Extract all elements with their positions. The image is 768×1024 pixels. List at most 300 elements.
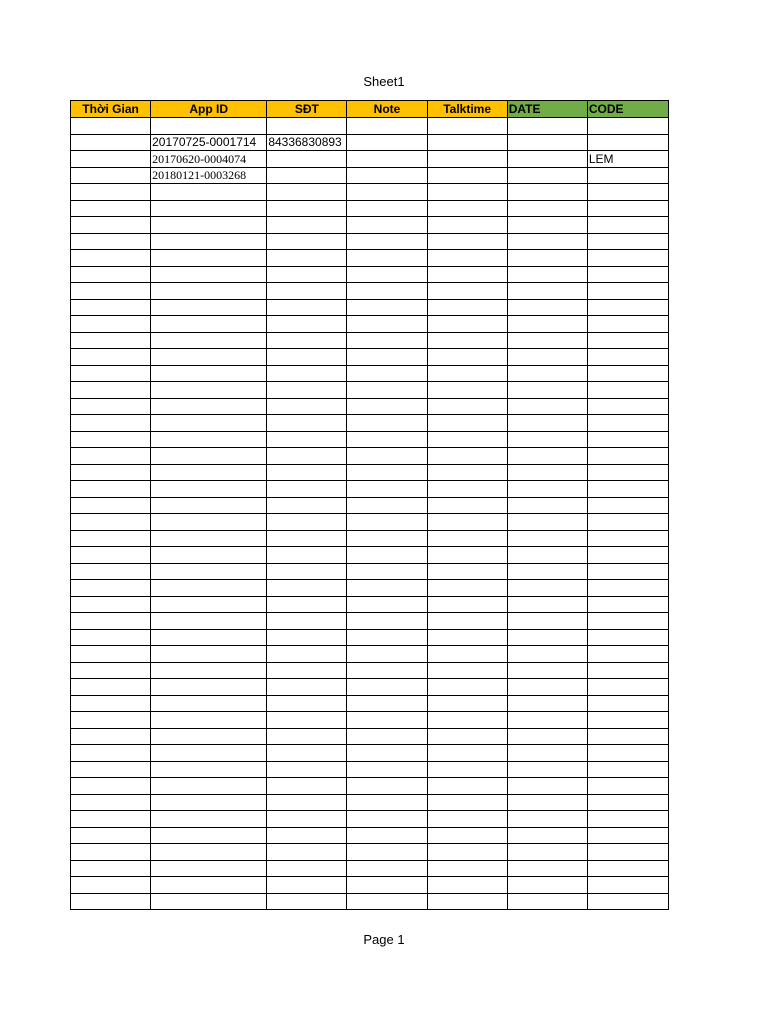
table-cell[interactable]: [267, 151, 347, 168]
table-cell[interactable]: [427, 646, 507, 663]
table-cell[interactable]: [71, 481, 151, 498]
table-cell[interactable]: [151, 118, 267, 135]
table-cell[interactable]: [507, 134, 587, 151]
column-header-talktime[interactable]: Talktime: [427, 101, 507, 118]
table-cell[interactable]: [587, 563, 668, 580]
table-cell[interactable]: [267, 464, 347, 481]
table-cell[interactable]: [507, 398, 587, 415]
table-cell[interactable]: [507, 118, 587, 135]
table-cell[interactable]: [71, 398, 151, 415]
table-cell[interactable]: [427, 431, 507, 448]
table-cell[interactable]: [347, 629, 427, 646]
table-cell[interactable]: [587, 497, 668, 514]
table-cell[interactable]: [347, 514, 427, 531]
table-cell[interactable]: [151, 794, 267, 811]
table-cell[interactable]: [71, 332, 151, 349]
table-cell[interactable]: [507, 365, 587, 382]
table-cell[interactable]: [267, 167, 347, 184]
table-cell[interactable]: [507, 563, 587, 580]
table-cell[interactable]: [507, 662, 587, 679]
table-cell[interactable]: [507, 332, 587, 349]
table-cell[interactable]: [427, 134, 507, 151]
table-cell[interactable]: [267, 349, 347, 366]
table-cell[interactable]: [347, 745, 427, 762]
table-cell[interactable]: [427, 497, 507, 514]
table-cell[interactable]: [267, 398, 347, 415]
table-cell[interactable]: [267, 415, 347, 432]
table-cell[interactable]: [427, 547, 507, 564]
table-cell[interactable]: [71, 464, 151, 481]
table-cell[interactable]: [587, 893, 668, 910]
table-cell[interactable]: [71, 184, 151, 201]
table-cell[interactable]: [151, 712, 267, 729]
table-cell[interactable]: [267, 877, 347, 894]
column-header-code[interactable]: CODE: [587, 101, 668, 118]
table-cell[interactable]: [151, 860, 267, 877]
column-header-thoi-gian[interactable]: Thời Gian: [71, 101, 151, 118]
table-cell[interactable]: [507, 481, 587, 498]
table-cell[interactable]: [507, 415, 587, 432]
table-cell[interactable]: [71, 844, 151, 861]
table-cell[interactable]: [427, 877, 507, 894]
table-cell[interactable]: [151, 745, 267, 762]
table-cell[interactable]: [507, 299, 587, 316]
table-cell[interactable]: [151, 580, 267, 597]
table-cell[interactable]: [587, 613, 668, 630]
table-cell[interactable]: [347, 382, 427, 399]
table-cell[interactable]: [71, 662, 151, 679]
table-cell[interactable]: [71, 514, 151, 531]
table-cell[interactable]: [507, 860, 587, 877]
table-cell[interactable]: [71, 679, 151, 696]
table-cell[interactable]: [427, 266, 507, 283]
table-cell[interactable]: [587, 580, 668, 597]
table-cell[interactable]: [507, 580, 587, 597]
column-header-sdt[interactable]: SĐT: [267, 101, 347, 118]
table-cell[interactable]: [507, 778, 587, 795]
table-cell[interactable]: [507, 233, 587, 250]
table-cell[interactable]: [151, 646, 267, 663]
table-cell[interactable]: [71, 778, 151, 795]
table-cell[interactable]: [71, 299, 151, 316]
table-cell[interactable]: [587, 695, 668, 712]
table-cell[interactable]: [347, 233, 427, 250]
table-cell[interactable]: [587, 778, 668, 795]
table-cell[interactable]: [347, 613, 427, 630]
table-cell[interactable]: [507, 200, 587, 217]
table-cell[interactable]: [151, 514, 267, 531]
table-cell[interactable]: [427, 217, 507, 234]
code-cell[interactable]: LEM: [587, 151, 668, 168]
table-cell[interactable]: [267, 266, 347, 283]
table-cell[interactable]: [71, 712, 151, 729]
table-cell[interactable]: [267, 860, 347, 877]
table-cell[interactable]: [267, 827, 347, 844]
table-cell[interactable]: [71, 728, 151, 745]
table-cell[interactable]: [71, 695, 151, 712]
table-cell[interactable]: [151, 679, 267, 696]
table-cell[interactable]: [71, 151, 151, 168]
table-cell[interactable]: [587, 184, 668, 201]
table-cell[interactable]: [507, 530, 587, 547]
table-cell[interactable]: [347, 662, 427, 679]
table-cell[interactable]: [347, 167, 427, 184]
table-cell[interactable]: [151, 613, 267, 630]
table-cell[interactable]: [267, 431, 347, 448]
table-cell[interactable]: [71, 382, 151, 399]
table-cell[interactable]: [587, 530, 668, 547]
table-cell[interactable]: [71, 283, 151, 300]
table-cell[interactable]: [151, 893, 267, 910]
table-cell[interactable]: [267, 184, 347, 201]
table-cell[interactable]: [427, 415, 507, 432]
table-cell[interactable]: [587, 712, 668, 729]
table-cell[interactable]: [151, 497, 267, 514]
table-cell[interactable]: [507, 250, 587, 267]
table-cell[interactable]: [71, 448, 151, 465]
table-cell[interactable]: [151, 250, 267, 267]
table-cell[interactable]: [347, 844, 427, 861]
table-cell[interactable]: [71, 233, 151, 250]
table-cell[interactable]: [267, 778, 347, 795]
table-cell[interactable]: [507, 877, 587, 894]
table-cell[interactable]: [427, 349, 507, 366]
table-cell[interactable]: [427, 365, 507, 382]
table-cell[interactable]: [267, 481, 347, 498]
table-cell[interactable]: [267, 382, 347, 399]
table-cell[interactable]: [267, 679, 347, 696]
table-cell[interactable]: [587, 167, 668, 184]
table-cell[interactable]: [347, 431, 427, 448]
table-cell[interactable]: [151, 398, 267, 415]
table-cell[interactable]: [587, 250, 668, 267]
table-cell[interactable]: [587, 365, 668, 382]
table-cell[interactable]: [267, 629, 347, 646]
table-cell[interactable]: [347, 580, 427, 597]
table-cell[interactable]: [151, 283, 267, 300]
table-cell[interactable]: [427, 316, 507, 333]
table-cell[interactable]: [71, 646, 151, 663]
table-cell[interactable]: [427, 712, 507, 729]
table-cell[interactable]: [587, 761, 668, 778]
table-cell[interactable]: [427, 679, 507, 696]
table-cell[interactable]: [151, 481, 267, 498]
table-cell[interactable]: [267, 283, 347, 300]
table-cell[interactable]: [151, 695, 267, 712]
table-cell[interactable]: [347, 316, 427, 333]
table-cell[interactable]: [347, 712, 427, 729]
table-cell[interactable]: [267, 332, 347, 349]
table-cell[interactable]: [427, 860, 507, 877]
table-cell[interactable]: [267, 530, 347, 547]
table-cell[interactable]: [347, 134, 427, 151]
table-cell[interactable]: [427, 530, 507, 547]
table-cell[interactable]: [347, 217, 427, 234]
table-cell[interactable]: [427, 778, 507, 795]
table-cell[interactable]: [507, 316, 587, 333]
table-cell[interactable]: [267, 563, 347, 580]
table-cell[interactable]: [151, 728, 267, 745]
table-cell[interactable]: [507, 464, 587, 481]
table-cell[interactable]: [587, 629, 668, 646]
table-cell[interactable]: [587, 794, 668, 811]
table-cell[interactable]: [267, 844, 347, 861]
table-cell[interactable]: [71, 580, 151, 597]
table-cell[interactable]: [267, 695, 347, 712]
table-cell[interactable]: [267, 365, 347, 382]
app-id-cell[interactable]: 20180121-0003268: [151, 167, 267, 184]
table-cell[interactable]: [151, 365, 267, 382]
table-cell[interactable]: [347, 811, 427, 828]
table-cell[interactable]: [507, 811, 587, 828]
table-cell[interactable]: [587, 299, 668, 316]
table-cell[interactable]: [151, 448, 267, 465]
table-cell[interactable]: [267, 217, 347, 234]
table-cell[interactable]: [347, 497, 427, 514]
table-cell[interactable]: [507, 794, 587, 811]
table-cell[interactable]: [267, 596, 347, 613]
table-cell[interactable]: [347, 646, 427, 663]
table-cell[interactable]: [507, 629, 587, 646]
table-cell[interactable]: [347, 761, 427, 778]
table-cell[interactable]: [347, 448, 427, 465]
table-cell[interactable]: [71, 530, 151, 547]
table-cell[interactable]: [587, 134, 668, 151]
table-cell[interactable]: [151, 563, 267, 580]
table-cell[interactable]: [587, 860, 668, 877]
table-cell[interactable]: [347, 596, 427, 613]
table-cell[interactable]: [71, 877, 151, 894]
table-cell[interactable]: [347, 481, 427, 498]
table-cell[interactable]: [71, 860, 151, 877]
table-cell[interactable]: [267, 580, 347, 597]
table-cell[interactable]: [267, 200, 347, 217]
table-cell[interactable]: [427, 151, 507, 168]
table-cell[interactable]: [267, 761, 347, 778]
table-cell[interactable]: [347, 283, 427, 300]
table-cell[interactable]: [267, 316, 347, 333]
table-cell[interactable]: [151, 266, 267, 283]
table-cell[interactable]: [151, 233, 267, 250]
table-cell[interactable]: [427, 332, 507, 349]
table-cell[interactable]: [587, 679, 668, 696]
table-cell[interactable]: [267, 233, 347, 250]
table-cell[interactable]: [587, 596, 668, 613]
table-cell[interactable]: [71, 613, 151, 630]
table-cell[interactable]: [267, 646, 347, 663]
table-cell[interactable]: [347, 118, 427, 135]
table-cell[interactable]: [507, 613, 587, 630]
table-cell[interactable]: [587, 398, 668, 415]
table-cell[interactable]: [427, 893, 507, 910]
table-cell[interactable]: [267, 745, 347, 762]
table-cell[interactable]: [71, 266, 151, 283]
table-cell[interactable]: [347, 877, 427, 894]
table-cell[interactable]: [267, 613, 347, 630]
column-header-note[interactable]: Note: [347, 101, 427, 118]
table-cell[interactable]: [587, 646, 668, 663]
table-cell[interactable]: [71, 629, 151, 646]
table-cell[interactable]: [151, 184, 267, 201]
table-cell[interactable]: [587, 200, 668, 217]
table-cell[interactable]: [267, 118, 347, 135]
table-cell[interactable]: [151, 547, 267, 564]
table-cell[interactable]: [507, 266, 587, 283]
table-cell[interactable]: [71, 349, 151, 366]
table-cell[interactable]: [507, 217, 587, 234]
table-cell[interactable]: [151, 530, 267, 547]
table-cell[interactable]: [587, 481, 668, 498]
table-cell[interactable]: [151, 761, 267, 778]
table-cell[interactable]: [267, 497, 347, 514]
table-cell[interactable]: [427, 200, 507, 217]
table-cell[interactable]: [427, 464, 507, 481]
table-cell[interactable]: [427, 514, 507, 531]
table-cell[interactable]: [427, 563, 507, 580]
table-cell[interactable]: [151, 217, 267, 234]
table-cell[interactable]: [151, 299, 267, 316]
table-cell[interactable]: [427, 695, 507, 712]
table-cell[interactable]: [71, 563, 151, 580]
table-cell[interactable]: [587, 745, 668, 762]
table-cell[interactable]: [71, 200, 151, 217]
table-cell[interactable]: [151, 877, 267, 894]
table-cell[interactable]: [347, 349, 427, 366]
table-cell[interactable]: [151, 778, 267, 795]
table-cell[interactable]: [427, 613, 507, 630]
table-cell[interactable]: [587, 728, 668, 745]
table-cell[interactable]: [427, 596, 507, 613]
table-cell[interactable]: [151, 464, 267, 481]
column-header-app-id[interactable]: App ID: [151, 101, 267, 118]
table-cell[interactable]: [427, 794, 507, 811]
table-cell[interactable]: [427, 629, 507, 646]
table-cell[interactable]: [347, 893, 427, 910]
table-cell[interactable]: [71, 596, 151, 613]
table-cell[interactable]: [151, 415, 267, 432]
table-cell[interactable]: [587, 266, 668, 283]
table-cell[interactable]: [71, 745, 151, 762]
table-cell[interactable]: [427, 184, 507, 201]
table-cell[interactable]: [151, 827, 267, 844]
table-cell[interactable]: [587, 118, 668, 135]
table-cell[interactable]: [507, 448, 587, 465]
table-cell[interactable]: [587, 283, 668, 300]
table-cell[interactable]: [71, 316, 151, 333]
table-cell[interactable]: [427, 827, 507, 844]
table-cell[interactable]: [427, 118, 507, 135]
table-cell[interactable]: [151, 200, 267, 217]
table-cell[interactable]: [507, 283, 587, 300]
table-cell[interactable]: [427, 811, 507, 828]
table-cell[interactable]: [71, 794, 151, 811]
table-cell[interactable]: [427, 761, 507, 778]
table-cell[interactable]: [347, 266, 427, 283]
table-cell[interactable]: [507, 679, 587, 696]
table-cell[interactable]: [151, 662, 267, 679]
table-cell[interactable]: [587, 464, 668, 481]
table-cell[interactable]: [151, 431, 267, 448]
table-cell[interactable]: [71, 811, 151, 828]
table-cell[interactable]: [71, 893, 151, 910]
table-cell[interactable]: [71, 431, 151, 448]
table-cell[interactable]: [267, 250, 347, 267]
column-header-date[interactable]: DATE: [507, 101, 587, 118]
table-cell[interactable]: [267, 811, 347, 828]
table-cell[interactable]: [347, 547, 427, 564]
table-cell[interactable]: [507, 547, 587, 564]
table-cell[interactable]: [507, 695, 587, 712]
table-cell[interactable]: [347, 250, 427, 267]
table-cell[interactable]: [71, 827, 151, 844]
sdt-cell[interactable]: 84336830893: [267, 134, 347, 151]
app-id-cell[interactable]: 20170725-0001714: [151, 134, 267, 151]
table-cell[interactable]: [587, 431, 668, 448]
table-cell[interactable]: [587, 448, 668, 465]
table-cell[interactable]: [587, 877, 668, 894]
table-cell[interactable]: [427, 745, 507, 762]
table-cell[interactable]: [507, 167, 587, 184]
table-cell[interactable]: [587, 349, 668, 366]
table-cell[interactable]: [587, 514, 668, 531]
table-cell[interactable]: [507, 349, 587, 366]
table-cell[interactable]: [71, 415, 151, 432]
table-cell[interactable]: [151, 332, 267, 349]
table-cell[interactable]: [587, 662, 668, 679]
table-cell[interactable]: [587, 316, 668, 333]
table-cell[interactable]: [427, 382, 507, 399]
table-cell[interactable]: [151, 382, 267, 399]
table-cell[interactable]: [71, 167, 151, 184]
table-cell[interactable]: [347, 530, 427, 547]
table-cell[interactable]: [71, 761, 151, 778]
table-cell[interactable]: [347, 679, 427, 696]
table-cell[interactable]: [507, 745, 587, 762]
table-cell[interactable]: [507, 382, 587, 399]
table-cell[interactable]: [507, 514, 587, 531]
table-cell[interactable]: [507, 827, 587, 844]
table-cell[interactable]: [427, 662, 507, 679]
table-cell[interactable]: [507, 151, 587, 168]
table-cell[interactable]: [507, 761, 587, 778]
table-cell[interactable]: [587, 547, 668, 564]
table-cell[interactable]: [151, 349, 267, 366]
table-cell[interactable]: [587, 217, 668, 234]
table-cell[interactable]: [347, 794, 427, 811]
table-cell[interactable]: [347, 464, 427, 481]
table-cell[interactable]: [427, 580, 507, 597]
table-cell[interactable]: [587, 415, 668, 432]
table-cell[interactable]: [427, 167, 507, 184]
table-cell[interactable]: [347, 415, 427, 432]
table-cell[interactable]: [347, 299, 427, 316]
table-cell[interactable]: [267, 299, 347, 316]
table-cell[interactable]: [427, 481, 507, 498]
table-cell[interactable]: [587, 844, 668, 861]
table-cell[interactable]: [427, 398, 507, 415]
table-cell[interactable]: [507, 712, 587, 729]
table-cell[interactable]: [71, 118, 151, 135]
table-cell[interactable]: [267, 448, 347, 465]
table-cell[interactable]: [587, 233, 668, 250]
table-cell[interactable]: [507, 596, 587, 613]
table-cell[interactable]: [347, 151, 427, 168]
app-id-cell[interactable]: 20170620-0004074: [151, 151, 267, 168]
table-cell[interactable]: [267, 712, 347, 729]
table-cell[interactable]: [507, 844, 587, 861]
table-cell[interactable]: [427, 299, 507, 316]
table-cell[interactable]: [267, 794, 347, 811]
